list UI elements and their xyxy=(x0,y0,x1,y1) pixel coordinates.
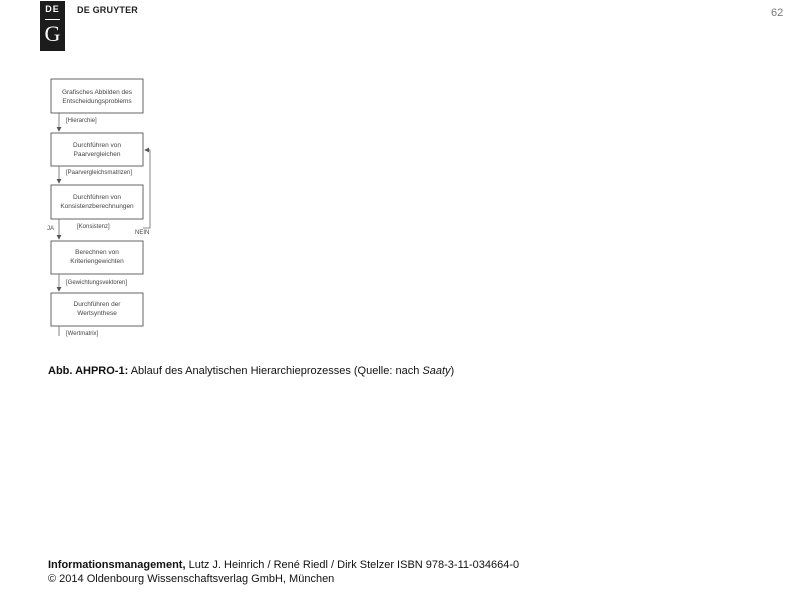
step-5-line-1: Durchführen der xyxy=(73,301,121,308)
book-authors-isbn: Lutz J. Heinrich / René Riedl / Dirk Stelzer ISBN 978-3-11-034664-0 xyxy=(185,559,520,571)
output-label-5: [Wertmatrix] xyxy=(66,331,99,337)
caption-author: Saaty xyxy=(422,365,451,377)
caption-text: Ablauf des Analytischen Hierarchieprozesses (Quelle: nach xyxy=(128,365,423,377)
footer-copyright: © 2014 Oldenbourg Wissenschaftsverlag GmbH, München xyxy=(48,573,335,585)
feedback-loop-arrow xyxy=(143,150,150,228)
step-box-3 xyxy=(51,185,143,219)
step-3-line-1: Durchführen von xyxy=(72,194,122,201)
step-2-line-2: Paarvergleichen xyxy=(73,151,121,158)
publisher-name: DE GRUYTER xyxy=(77,5,139,15)
caption-close: ) xyxy=(450,365,455,377)
output-label-2: [Paarvergleichsmatrizen] xyxy=(66,170,133,176)
footer xyxy=(48,558,519,586)
page-number: 62 xyxy=(771,7,784,19)
step-1-line-1: Grafisches Abbilden des xyxy=(61,89,133,96)
step-box-2 xyxy=(51,133,143,166)
step-3-line-2: Konsistenzberechnungen xyxy=(60,203,134,210)
output-label-4: [Gewichtungsvektoren] xyxy=(66,280,128,286)
step-1-line-2: Entscheidungsproblems xyxy=(62,98,132,105)
step-4-line-1: Berechnen von xyxy=(75,249,119,256)
book-title: Informationsmanagement, xyxy=(48,559,186,571)
step-5-line-2: Wertsynthese xyxy=(77,310,117,317)
logo-bottom-text: G xyxy=(44,21,61,46)
step-2-line-1: Durchführen von xyxy=(72,142,122,149)
logo-top-text: DE xyxy=(45,4,60,14)
footer-citation xyxy=(48,558,519,572)
output-label-1: [Hierarchie] xyxy=(66,118,97,124)
no-label: NEIN xyxy=(135,230,150,236)
step-4-line-2: Kriteriengewichten xyxy=(70,258,124,265)
output-label-3: [Konsistenz] xyxy=(77,224,110,230)
step-box-1 xyxy=(51,79,143,113)
caption-label: Abb. AHPRO-1: xyxy=(48,365,129,377)
yes-label: JA xyxy=(47,226,55,232)
figure-caption xyxy=(48,365,454,377)
